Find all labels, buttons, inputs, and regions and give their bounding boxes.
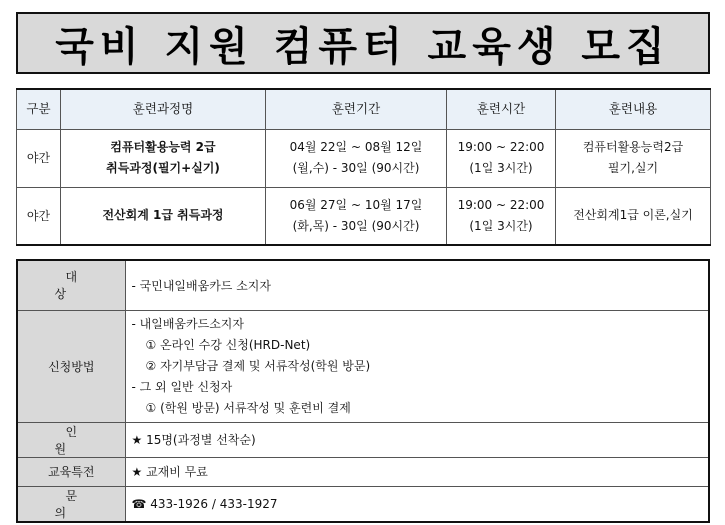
time-daily: (1일 3시간) xyxy=(469,218,533,233)
target-label: 대 상 xyxy=(17,260,125,310)
info-row-apply xyxy=(17,310,709,422)
time-cell xyxy=(447,129,556,187)
header-course-name: 훈련과정명 xyxy=(61,89,266,129)
title-banner xyxy=(16,12,710,74)
benefit-label: 교육특전 xyxy=(17,457,125,486)
apply-line: - 그 외 일반 신청자 xyxy=(131,379,233,394)
info-row-contact xyxy=(17,486,709,522)
contact-label: 문 의 xyxy=(17,486,125,522)
time-range: 19:00 ~ 22:00 xyxy=(457,140,545,154)
header-time: 훈련시간 xyxy=(447,89,556,129)
table-row xyxy=(17,187,711,245)
apply-label: 신청방법 xyxy=(17,310,125,422)
apply-line: - 내일배움카드소지자 xyxy=(131,316,244,331)
content-line: 전산회계1급 이론,실기 xyxy=(573,208,693,223)
contact-value: ☎ 433-1926 / 433-1927 xyxy=(125,486,709,522)
time-daily: (1일 3시간) xyxy=(469,161,533,175)
apply-line: ② 자기부담금 결제 및 서류작성(학원 방문) xyxy=(145,358,371,373)
header-content: 훈련내용 xyxy=(556,89,711,129)
division-cell: 야간 xyxy=(17,187,61,245)
course-name-line: 취득과정(필기+실기) xyxy=(106,161,220,175)
apply-line: ① (학원 방문) 서류작성 및 훈련비 결제 xyxy=(145,400,351,415)
division-cell: 야간 xyxy=(17,129,61,187)
course-name-line: 전산회계 1급 취득과정 xyxy=(102,208,224,223)
course-name-line: 컴퓨터활용능력 2급 xyxy=(110,140,216,154)
info-row-capacity xyxy=(17,422,709,457)
content-cell xyxy=(556,187,711,245)
course-name-cell xyxy=(61,187,266,245)
course-table xyxy=(16,88,711,246)
apply-value xyxy=(125,310,709,422)
apply-line: ① 온라인 수강 신청(HRD-Net) xyxy=(145,337,311,352)
period-dates: 04월 22일 ~ 08월 12일 xyxy=(289,140,423,154)
period-cell xyxy=(266,187,447,245)
period-days: (화,목) - 30일 (90시간) xyxy=(292,218,420,233)
capacity-label: 인 원 xyxy=(17,422,125,457)
benefit-value: ★ 교재비 무료 xyxy=(125,457,709,486)
page-title: 국비 지원 컴퓨터 교육생 모집 xyxy=(55,23,671,70)
course-name-cell xyxy=(61,129,266,187)
content-line: 컴퓨터활용능력2급 xyxy=(582,140,684,154)
target-value: - 국민내일배움카드 소지자 xyxy=(125,260,709,310)
time-range: 19:00 ~ 22:00 xyxy=(457,197,545,212)
header-period: 훈련기간 xyxy=(266,89,447,129)
period-days: (월,수) - 30일 (90시간) xyxy=(292,161,420,175)
header-division: 구분 xyxy=(17,89,61,129)
table-row xyxy=(17,129,711,187)
course-table-header-row xyxy=(17,89,711,129)
info-table xyxy=(16,259,710,523)
capacity-value: ★ 15명(과정별 선착순) xyxy=(125,422,709,457)
content-cell xyxy=(556,129,711,187)
info-row-benefit xyxy=(17,457,709,486)
period-dates: 06월 27일 ~ 10월 17일 xyxy=(289,197,423,212)
period-cell xyxy=(266,129,447,187)
time-cell xyxy=(447,187,556,245)
info-row-target xyxy=(17,260,709,310)
content-line: 필기,실기 xyxy=(607,161,659,175)
